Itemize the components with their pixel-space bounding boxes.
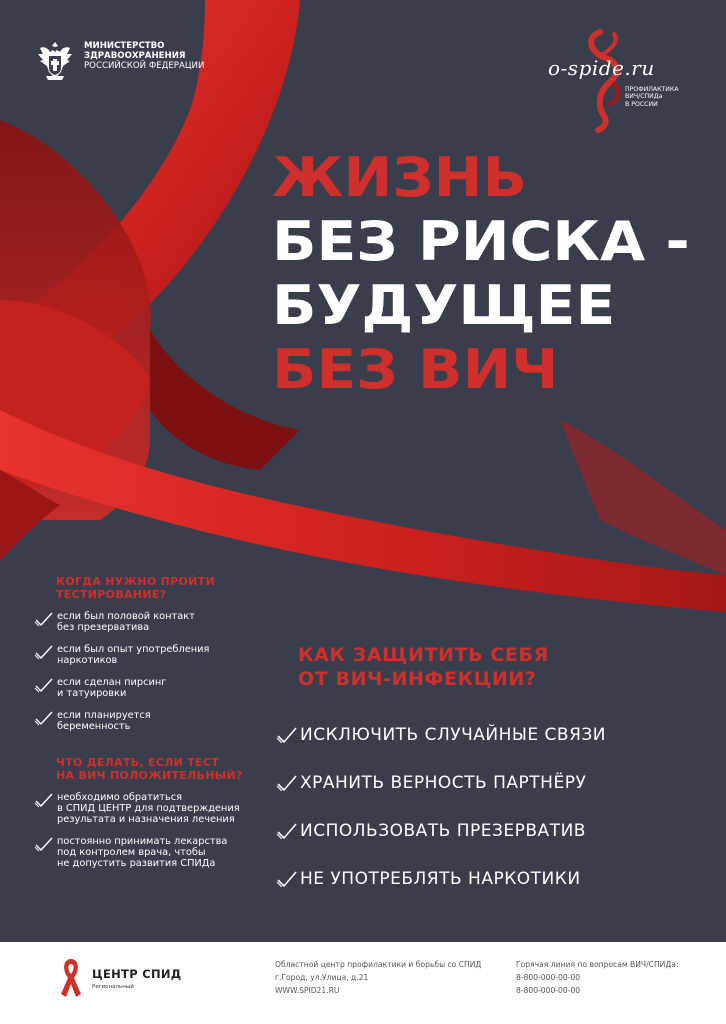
list-item-text: беременность: [57, 721, 131, 732]
headline-line-3: БУДУЩЕЕ: [272, 274, 616, 337]
check-icon: [34, 836, 54, 852]
headline-line-1: ЖИЗНЬ: [272, 146, 527, 209]
check-icon: [34, 611, 54, 627]
list-item-text: без презерватива: [57, 622, 150, 633]
list-item-text: если планируется: [57, 710, 151, 721]
list-item-text: и татуировки: [57, 688, 127, 699]
list-item-text: если был половой контакт: [57, 611, 195, 622]
ministry-logo: [34, 38, 204, 84]
list-item: [276, 711, 696, 759]
center-website-link[interactable]: WWW.SPID21.RU: [275, 986, 340, 995]
ministry-line-2: ЗДРАВООХРАНЕНИЯ: [84, 51, 186, 61]
ospide-sub-line-3: В РОССИИ: [625, 100, 658, 108]
list-item-text: наркотиков: [57, 655, 118, 666]
ospide-logo: [548, 28, 698, 134]
double-headed-eagle-icon: [34, 38, 76, 84]
red-ribbon-icon: [58, 956, 84, 1000]
positive-title: [56, 756, 274, 782]
list-item: [34, 677, 274, 699]
testing-title: [56, 575, 274, 601]
list-item-text: НЕ УПОТРЕБЛЯТЬ НАРКОТИКИ: [300, 869, 581, 889]
headline: [272, 146, 690, 402]
testing-list: [34, 611, 274, 732]
list-item-text: постоянно принимать лекарства: [57, 836, 228, 847]
check-icon: [34, 792, 54, 808]
list-item-text: ИСПОЛЬЗОВАТЬ ПРЕЗЕРВАТИВ: [300, 821, 586, 841]
footer: [0, 942, 726, 1024]
check-icon: [34, 644, 54, 660]
list-item-text: в СПИД ЦЕНТР для подтверждения: [57, 803, 240, 814]
headline-line-2: БЕЗ РИСКА -: [272, 210, 690, 273]
protect-list: [276, 711, 696, 903]
ministry-line-1: МИНИСТЕРСТВО: [84, 41, 165, 51]
list-item: [276, 807, 696, 855]
testing-title-line-1: КОГДА НУЖНО ПРОЙТИ: [56, 575, 215, 588]
testing-title-line-2: ТЕСТИРОВАНИЕ?: [56, 588, 167, 601]
list-item: [276, 759, 696, 807]
check-icon: [34, 710, 54, 726]
ospide-wordmark: o-spide.ru: [548, 56, 655, 80]
positive-title-line-2: НА ВИЧ ПОЛОЖИТЕЛЬНЫЙ?: [56, 769, 243, 782]
left-column: [34, 575, 274, 880]
list-item-text: результата и назначения лечения: [57, 814, 235, 825]
check-icon: [276, 821, 298, 841]
list-item-text: ИСКЛЮЧИТЬ СЛУЧАЙНЫЕ СВЯЗИ: [300, 725, 607, 745]
center-info-line-1: Областной центр профилактики и борьбы со СПИД: [275, 960, 482, 969]
list-item: [276, 855, 696, 903]
list-item-text: если был опыт употребления: [57, 644, 210, 655]
right-column: [276, 643, 696, 903]
list-item-text: необходимо обратиться: [57, 792, 182, 803]
check-icon: [276, 869, 298, 889]
list-item-text: если сделан пирсинг: [57, 677, 167, 688]
headline-line-4: БЕЗ ВИЧ: [272, 338, 559, 401]
list-item-text: под контролем врача, чтобы: [57, 847, 206, 858]
hotline-title: Горячая линия по вопросам ВИЧ/СПИДа:: [516, 960, 679, 969]
positive-list: [34, 792, 274, 869]
ospide-sub-line-2: ВИЧ/СПИДа: [625, 93, 663, 101]
aids-center-logo: [58, 956, 181, 1000]
center-info: [275, 958, 481, 997]
list-item: [34, 644, 274, 666]
list-item: [34, 611, 274, 633]
ospide-sub-line-1: ПРОФИЛАКТИКА: [625, 86, 679, 93]
aids-center-name: ЦЕНТР СПИД: [92, 966, 182, 981]
list-item-text: не допустить развития СПИДа: [57, 858, 216, 869]
list-item-text: ХРАНИТЬ ВЕРНОСТЬ ПАРТНЁРУ: [300, 773, 587, 793]
check-icon: [276, 773, 298, 793]
protect-title-line-2: ОТ ВИЧ-ИНФЕКЦИИ?: [298, 668, 537, 690]
protect-title-line-1: КАК ЗАЩИТИТЬ СЕБЯ: [298, 644, 549, 666]
hotline-info: [516, 958, 679, 997]
list-item: [34, 792, 274, 825]
list-item: [34, 710, 274, 732]
aids-center-sub: Региональный: [92, 983, 134, 990]
protect-title: [298, 643, 696, 691]
ministry-line-3: РОССИЙСКОЙ ФЕДЕРАЦИИ: [84, 61, 205, 71]
check-icon: [276, 725, 298, 745]
check-icon: [34, 677, 54, 693]
positive-title-line-1: ЧТО ДЕЛАТЬ, ЕСЛИ ТЕСТ: [56, 756, 220, 769]
center-info-line-2: г.Город, ул.Улица, д.21: [275, 973, 369, 982]
hotline-phone-2[interactable]: 8-800-000-00-00: [516, 986, 581, 995]
hotline-phone-1[interactable]: 8-800-000-00-00: [516, 973, 581, 982]
red-ribbon-logo-icon: [570, 28, 650, 134]
list-item: [34, 836, 274, 869]
